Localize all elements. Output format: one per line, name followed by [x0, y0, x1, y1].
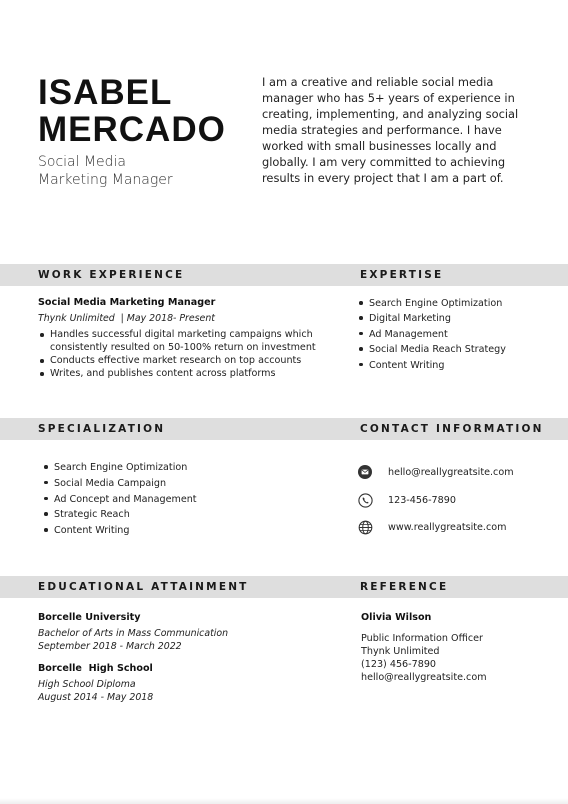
contact-phone-row	[357, 492, 456, 508]
contact-email-row	[357, 464, 514, 480]
list-item: Content Writing	[357, 358, 557, 373]
work-experience-heading: WORK EXPERIENCE	[38, 269, 185, 281]
contact-phone[interactable]: 123-456-7890	[388, 494, 456, 506]
specialization-list	[42, 460, 322, 539]
profile-summary: I am a creative and reliable social media manager who has 5+ years of experience in creating, implementing, and analyzing social media strategies and performance. I have worked with small businesses locally and globally. I am very committed to achieving results in every project that I am a part of.	[262, 75, 519, 185]
expertise-list	[357, 296, 557, 373]
page-bottom-edge	[0, 798, 568, 804]
contact-heading: CONTACT INFORMATION	[360, 423, 544, 435]
work-bullets	[38, 328, 318, 380]
contact-website-row	[357, 519, 506, 535]
globe-icon	[357, 519, 373, 535]
job-title-line-1: Social Media	[38, 154, 127, 170]
list-item: Social Media Reach Strategy	[357, 342, 557, 357]
specialization-section	[42, 460, 322, 539]
list-item: Social Media Campaign	[42, 476, 322, 492]
expertise-section	[357, 296, 557, 373]
reference-company: Thynk Unlimited	[361, 646, 440, 657]
contact-website[interactable]: www.reallygreatsite.com	[388, 521, 507, 533]
list-item: Ad Concept and Management	[42, 492, 322, 508]
education-school-2: Borcelle High School	[38, 663, 153, 674]
reference-phone[interactable]: (123) 456-7890	[361, 659, 437, 670]
section-band-specialization	[0, 418, 568, 440]
list-item: Ad Management	[357, 327, 557, 342]
work-job-meta: Thynk Unlimited | May 2018- Present	[38, 313, 215, 324]
list-item: Strategic Reach	[42, 507, 322, 523]
reference-section	[361, 611, 561, 684]
mail-icon	[357, 464, 373, 480]
list-item: Conducts effective market research on top accounts	[38, 354, 318, 367]
work-job-title: Social Media Marketing Manager	[38, 297, 216, 308]
list-item: Digital Marketing	[357, 311, 557, 326]
education-degree-2: High School Diploma	[38, 679, 136, 690]
reference-heading: REFERENCE	[360, 581, 449, 593]
first-name: ISABEL	[38, 73, 173, 112]
section-band-education	[0, 576, 568, 598]
education-section	[38, 611, 338, 704]
specialization-heading: SPECIALIZATION	[38, 423, 166, 435]
list-item: Content Writing	[42, 523, 322, 539]
list-item: Handles successful digital marketing campaigns which consistently resulted on 50-100% return on investment	[38, 328, 318, 354]
phone-icon	[357, 492, 373, 508]
work-experience-section	[38, 296, 338, 380]
reference-position: Public Information Officer	[361, 633, 483, 644]
last-name: MERCADO	[38, 110, 226, 149]
list-item: Writes, and publishes content across platforms	[38, 367, 318, 380]
expertise-heading: EXPERTISE	[360, 269, 444, 281]
section-band-work	[0, 264, 568, 286]
job-title	[38, 153, 173, 189]
job-title-line-2: Marketing Manager	[38, 172, 173, 188]
education-dates-2: August 2014 - May 2018	[38, 692, 154, 703]
education-school-1: Borcelle University	[38, 612, 141, 623]
education-dates-1: September 2018 - March 2022	[38, 641, 182, 652]
full-name	[38, 74, 226, 148]
education-degree-1: Bachelor of Arts in Mass Communication	[38, 628, 229, 639]
list-item: Search Engine Optimization	[357, 296, 557, 311]
reference-name: Olivia Wilson	[361, 612, 432, 623]
reference-email[interactable]: hello@reallygreatsite.com	[361, 672, 487, 683]
list-item: Search Engine Optimization	[42, 460, 322, 476]
education-heading: EDUCATIONAL ATTAINMENT	[38, 581, 249, 593]
contact-email[interactable]: hello@reallygreatsite.com	[388, 466, 514, 478]
